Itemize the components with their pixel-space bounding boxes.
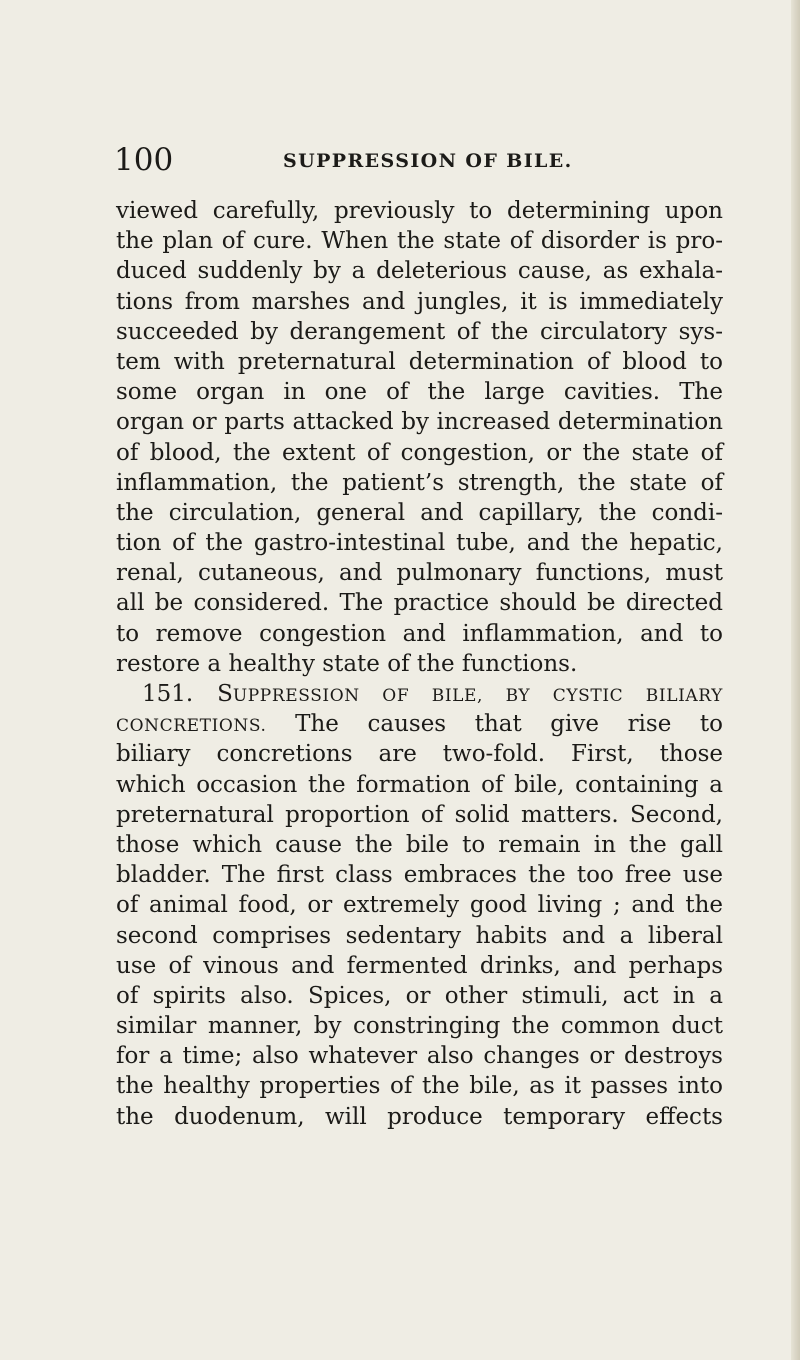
body-text: [116, 196, 723, 1132]
text-line: preternatural proportion of solid matters. Second,: [116, 801, 723, 828]
text-line: duced suddenly by a deleterious cause, as exhala-: [116, 258, 723, 285]
text-line: the duodenum, will produce temporary effects: [116, 1103, 723, 1130]
page-number: 100: [114, 142, 174, 178]
text-line: similar manner, by constringing the common duct: [116, 1013, 723, 1040]
text-line: renal, cutaneous, and pulmonary functions, must: [116, 560, 723, 587]
section-heading-initial: S: [217, 681, 233, 707]
page-edge: [791, 0, 800, 1360]
text-line: some organ in one of the large cavities. The: [116, 379, 723, 406]
text-line: the plan of cure. When the state of disorder is pro-: [116, 228, 723, 255]
text-line: second comprises sedentary habits and a liberal: [116, 922, 723, 949]
text-line: the healthy properties of the bile, as it passes into: [116, 1073, 723, 1100]
text-line: to remove congestion and inflammation, and to: [116, 620, 723, 647]
text-line: biliary concretions are two-fold. First, those: [116, 741, 723, 768]
section-heading-line: [116, 679, 723, 709]
section-heading-text: CONCRETIONS.: [116, 716, 267, 737]
section-text: The causes that give rise to: [295, 711, 724, 738]
text-line: which occasion the formation of bile, containing a: [116, 771, 723, 798]
text-line: of animal food, or extremely good living ; and the: [116, 892, 723, 919]
text-line: the circulation, general and capillary, the condi-: [116, 499, 723, 526]
text-line: use of vinous and fermented drinks, and perhaps: [116, 952, 723, 979]
text-line: of spirits also. Spices, or other stimuli, act in a: [116, 982, 723, 1009]
text-line: all be considered. The practice should be directed: [116, 590, 723, 617]
section-heading-text: UPPRESSION OF BILE, BY CYSTIC BILIARY: [232, 686, 723, 706]
text-line: tions from marshes and jungles, it is immediately: [116, 288, 723, 315]
text-line: inflammation, the patient’s strength, the state of: [116, 469, 723, 496]
text-line: those which cause the bile to remain in the gall: [116, 831, 723, 858]
text-line: organ or parts attacked by increased determination: [116, 409, 723, 436]
text-line: restore a healthy state of the functions.: [116, 650, 578, 677]
text-line: viewed carefully, previously to determining upon: [116, 198, 723, 224]
text-line: tem with preternatural determination of blood to: [116, 348, 723, 375]
running-head: SUPPRESSION OF BILE.: [283, 150, 573, 172]
section-heading-line: [116, 709, 723, 739]
text-line: of blood, the extent of congestion, or the state of: [116, 439, 723, 466]
text-line: succeeded by derangement of the circulatory sys-: [116, 318, 723, 345]
text-line: bladder. The first class embraces the too free use: [116, 862, 723, 889]
text-line: for a time; also whatever also changes or destroys: [116, 1043, 723, 1070]
text-line: tion of the gastro-intestinal tube, and the hepatic,: [116, 530, 723, 557]
section-number: 151.: [142, 681, 194, 707]
